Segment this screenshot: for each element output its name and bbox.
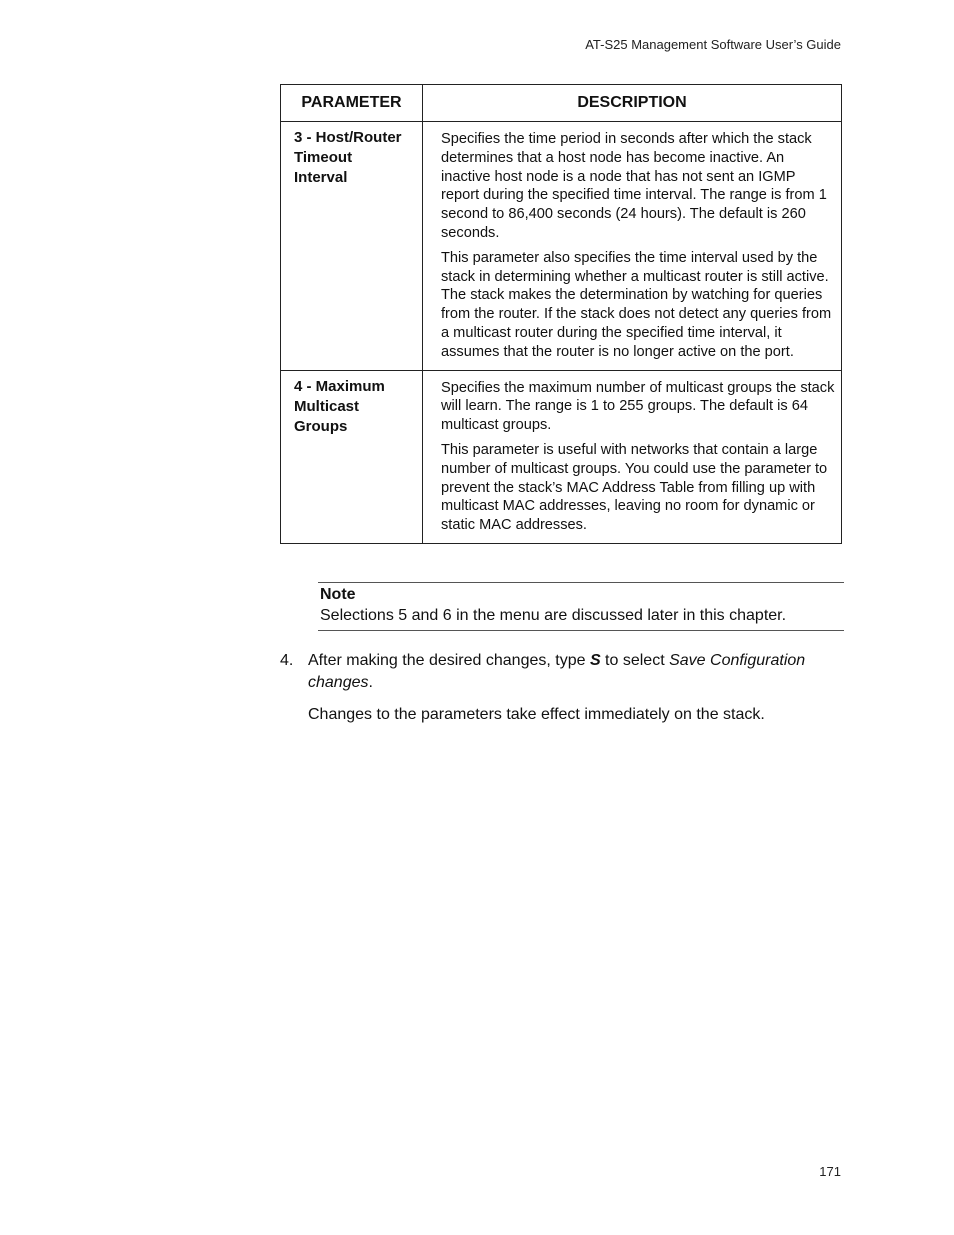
description-paragraph: Specifies the maximum number of multicast groups the stack will learn. The range is 1 to 255 groups. The default is 64 multicast groups. — [441, 379, 835, 434]
parameter-table — [280, 84, 842, 544]
parameter-name-cell — [281, 370, 423, 543]
page-number: 171 — [819, 1164, 841, 1179]
step-text — [308, 650, 842, 694]
parameter-name-line: 4 - Maximum — [294, 377, 385, 395]
step-text-before: After making the desired changes, type — [308, 652, 590, 669]
step-text-after: . — [368, 674, 373, 691]
note-text: Selections 5 and 6 in the menu are discussed later in this chapter. — [320, 607, 787, 624]
step-follow-up: Changes to the parameters take effect immediately on the stack. — [308, 706, 765, 723]
table-row — [281, 370, 842, 543]
description-paragraph: Specifies the time period in seconds after which the stack determines that a host node has become inactive. An inactive host node is a node that has not sent an IGMP report during the specified time interval. The range is from 1 second to 86,400 seconds (24 hours). The default is 260 seconds. — [441, 131, 827, 241]
table-header-row — [281, 85, 842, 122]
column-header-description: DESCRIPTION — [423, 85, 842, 122]
key-letter: S — [589, 652, 601, 669]
parameter-name-line: 3 - Host/Router — [294, 129, 402, 146]
parameter-description-cell — [423, 370, 842, 543]
description-paragraph: This parameter is useful with networks that contain a large number of multicast groups. You could use the parameter to prevent the stack’s MAC Address Table from filling up with multicast MAC addresses, leaving no room for dynamic or static MAC addresses. — [441, 441, 828, 534]
parameter-name-line: Timeout — [294, 149, 353, 166]
parameter-name-line: Multicast — [294, 397, 360, 415]
parameter-description-cell — [423, 122, 842, 371]
note-title: Note — [320, 586, 356, 603]
parameter-name-cell — [281, 122, 423, 371]
menu-item-name: Save Configuration changes — [308, 652, 806, 691]
note-box — [318, 582, 844, 631]
parameter-name-line: Interval — [294, 169, 348, 186]
step-number: 4. — [280, 652, 294, 669]
running-header: AT-S25 Management Software User’s Guide — [585, 37, 841, 52]
step-text-middle: to select — [600, 652, 670, 669]
parameter-name-line: Groups — [294, 417, 348, 435]
table-row — [281, 122, 842, 371]
procedure-step — [280, 650, 842, 694]
description-paragraph: This parameter also specifies the time interval used by the stack in determining whether a multicast router is still active. The stack makes the determination by watching for queries from the router. If the stack does not detect any queries from a multicast router during the specified time interval, it assumes that the router is no longer active on the port. — [441, 249, 832, 360]
column-header-parameter: PARAMETER — [281, 85, 423, 122]
